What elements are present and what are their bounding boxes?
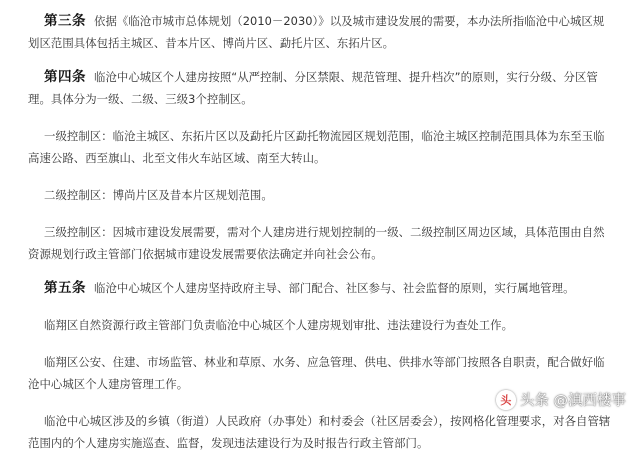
level-2-control-zone: 二级控制区：博尚片区及昔本片区规划范围。	[44, 188, 273, 202]
watermark-text: 头条 @滇西楼事	[519, 393, 626, 409]
toutiao-logo-icon: 头	[496, 390, 516, 410]
article-4-label: 第四条	[44, 69, 86, 85]
departments-paragraph: 临翔区公安、住建、市场监管、林业和草原、水务、应急管理、供电、供排水等部门按照各自职责，配合做好临沧中心城区个人建房管理工作。	[28, 355, 605, 391]
level-1-control-zone: 一级控制区：临沧主城区、东拓片区以及勐托片区勐托物流园区规划范围，临沧主城区控制范围具体为东至玉临高速公路、西至旗山、北至文伟火车站区域、南至大转山。	[28, 129, 605, 165]
article-4-paragraph	[28, 66, 614, 110]
level-3-control-zone: 三级控制区：因城市建设发展需要，需对个人建房进行规划控制的一级、二级控制区周边区域，具体范围由自然资源规划行政主管部门依据城市建设发展需要依法确定并向社会公布。	[28, 225, 605, 261]
article-3-paragraph	[28, 10, 614, 54]
planning-authority-paragraph: 临翔区自然资源行政主管部门负责临沧中心城区个人建房规划审批、违法建设行为查处工作。	[44, 318, 514, 332]
article-5-text: 临沧中心城区个人建房坚持政府主导、部门配合、社区参与、社会监督的原则，实行属地管理。	[94, 281, 575, 295]
article-5-label: 第五条	[44, 280, 86, 296]
article-4-text: 临沧中心城区个人建房按照“从严控制、分区禁限、规范管理、提升档次”的原则，实行分级、分区管理。具体分为一级、二级、三级3个控制区。	[28, 70, 598, 106]
townships-paragraph: 临沧中心城区涉及的乡镇（街道）人民政府（办事处）和村委会（社区居委会），按网格化管理要求，对各自管辖范围内的个人建房实施巡查、监督，发现违法建设行为及时报告行政主管部门。	[28, 414, 611, 450]
article-5-paragraph	[28, 277, 614, 299]
article-3-text: 依据《临沧市城市总体规划（2010－2030）》以及城市建设发展的需要，本办法所指临沧中心城区规划区范围具体包括主城区、昔本片区、博尚片区、勐托片区、东拓片区。	[28, 14, 605, 50]
watermark	[496, 389, 626, 410]
article-3-label: 第三条	[44, 13, 86, 29]
